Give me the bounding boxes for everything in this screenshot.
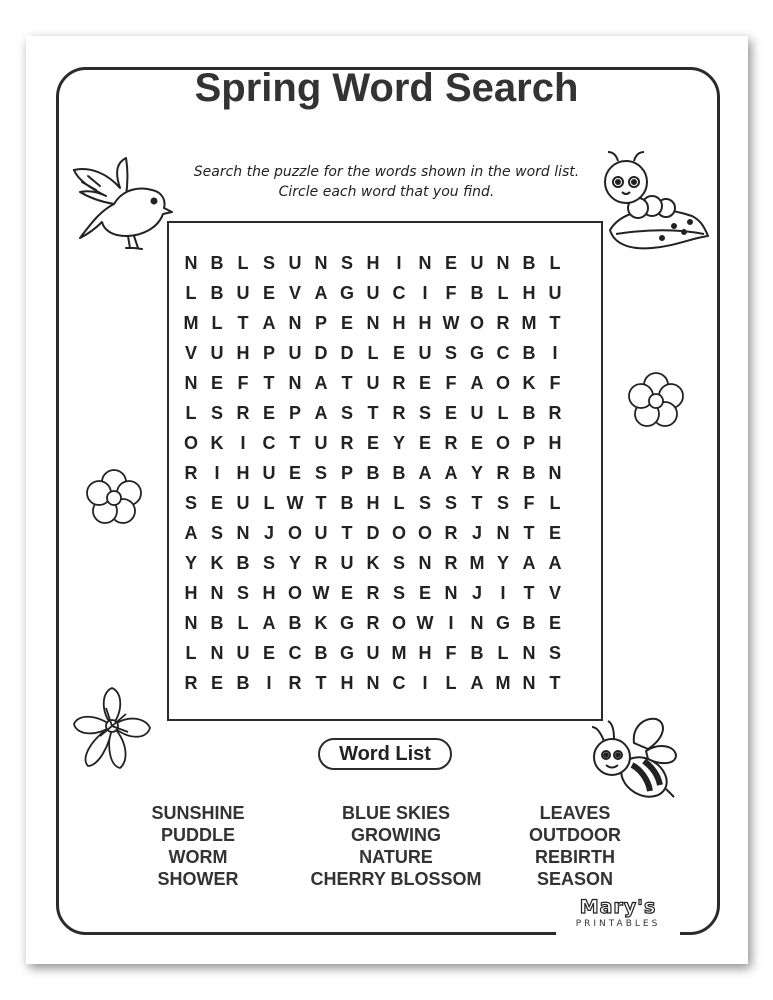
grid-letter[interactable]: U — [548, 283, 562, 303]
grid-letter[interactable]: T — [263, 373, 275, 393]
grid-letter[interactable]: T — [341, 373, 353, 393]
grid-letter[interactable]: E — [418, 583, 431, 603]
grid-letter[interactable]: P — [314, 313, 327, 333]
grid-letter[interactable]: B — [522, 403, 536, 423]
grid-letter[interactable]: O — [287, 523, 302, 543]
grid-letter[interactable]: U — [236, 643, 250, 663]
grid-letter[interactable]: S — [314, 463, 327, 483]
grid-letter[interactable]: R — [340, 433, 354, 453]
grid-letter[interactable]: A — [444, 463, 458, 483]
word-list-column-3 — [470, 802, 680, 890]
grid-letter[interactable]: B — [470, 283, 484, 303]
grid-row — [178, 428, 598, 458]
grid-letter[interactable]: T — [523, 523, 535, 543]
grid-letter[interactable]: A — [262, 313, 276, 333]
grid-letter[interactable]: H — [392, 313, 406, 333]
grid-letter[interactable]: E — [210, 493, 223, 513]
grid-letter[interactable]: I — [500, 583, 506, 603]
grid-letter[interactable]: A — [184, 523, 198, 543]
grid-letter[interactable]: S — [392, 583, 405, 603]
grid-letter[interactable]: E — [470, 433, 483, 453]
grid-row — [178, 548, 598, 578]
grid-letter[interactable]: C — [288, 643, 302, 663]
grid-letter[interactable]: T — [289, 433, 301, 453]
grid-letter[interactable]: R — [496, 463, 510, 483]
grid-letter[interactable]: G — [495, 613, 510, 633]
grid-letter[interactable]: O — [495, 373, 510, 393]
grid-letter[interactable]: F — [549, 373, 561, 393]
instructions — [160, 162, 613, 202]
grid-letter[interactable]: N — [184, 253, 198, 273]
grid-letter[interactable]: O — [391, 523, 406, 543]
grid-letter[interactable]: A — [418, 463, 432, 483]
grid-letter[interactable]: S — [444, 343, 457, 363]
word-list-item: OUTDOOR — [529, 825, 621, 845]
grid-letter[interactable]: U — [236, 283, 250, 303]
grid-letter[interactable]: G — [469, 343, 484, 363]
grid-letter[interactable]: R — [444, 553, 458, 573]
grid-letter[interactable]: E — [210, 673, 223, 693]
grid-letter[interactable]: Y — [470, 463, 483, 483]
cherry-blossom-illustration — [70, 686, 154, 772]
grid-letter[interactable]: D — [314, 343, 328, 363]
grid-letter[interactable]: H — [184, 583, 198, 603]
grid-letter[interactable]: J — [471, 583, 482, 603]
grid-letter[interactable]: B — [236, 673, 250, 693]
grid-letter[interactable]: L — [497, 643, 509, 663]
grid-letter[interactable]: R — [366, 613, 380, 633]
grid-letter[interactable]: J — [471, 523, 482, 543]
letter-grid[interactable] — [178, 248, 598, 698]
grid-letter[interactable]: R — [496, 313, 510, 333]
grid-letter[interactable]: L — [185, 403, 197, 423]
word-list-item: BLUE SKIES — [341, 803, 451, 823]
grid-letter[interactable]: H — [418, 313, 432, 333]
grid-letter[interactable]: E — [548, 523, 561, 543]
word-list-item: REBIRTH — [535, 847, 615, 867]
grid-letter[interactable]: A — [314, 403, 328, 423]
word-list-item: SUNSHINE — [151, 803, 245, 823]
grid-letter[interactable]: S — [340, 253, 353, 273]
grid-letter[interactable]: N — [470, 613, 484, 633]
grid-letter[interactable]: F — [445, 373, 457, 393]
word-list-item: SHOWER — [157, 869, 239, 889]
grid-letter[interactable]: O — [417, 523, 432, 543]
grid-letter[interactable]: S — [262, 253, 275, 273]
grid-letter[interactable]: R — [366, 583, 380, 603]
grid-letter[interactable]: O — [391, 613, 406, 633]
grid-letter[interactable]: B — [522, 463, 536, 483]
grid-letter[interactable]: P — [522, 433, 535, 453]
grid-letter[interactable]: U — [314, 433, 328, 453]
grid-letter[interactable]: L — [445, 673, 457, 693]
grid-letter[interactable]: P — [288, 403, 301, 423]
grid-letter[interactable]: A — [314, 283, 328, 303]
logo-sub-text: PRINTABLES — [575, 919, 661, 929]
grid-letter[interactable]: E — [444, 253, 457, 273]
grid-letter[interactable]: A — [262, 613, 276, 633]
grid-letter[interactable]: N — [236, 523, 250, 543]
grid-letter[interactable]: I — [240, 433, 246, 453]
grid-letter[interactable]: M — [391, 643, 407, 663]
grid-letter[interactable]: H — [236, 463, 250, 483]
grid-letter[interactable]: V — [288, 283, 301, 303]
grid-row — [178, 518, 598, 548]
grid-letter[interactable]: U — [470, 403, 484, 423]
bee-illustration — [588, 713, 680, 805]
grid-letter[interactable]: U — [470, 253, 484, 273]
grid-letter[interactable]: S — [210, 523, 223, 543]
grid-letter[interactable]: Y — [392, 433, 405, 453]
grid-letter[interactable]: Y — [288, 553, 301, 573]
grid-letter[interactable]: L — [497, 283, 509, 303]
word-list-item: PUDDLE — [160, 825, 235, 845]
grid-letter[interactable]: T — [315, 673, 327, 693]
grid-letter[interactable]: S — [210, 403, 223, 423]
grid-letter[interactable]: L — [263, 493, 275, 513]
grid-letter[interactable]: V — [184, 343, 197, 363]
instructions-line-1: Search the puzzle for the words shown in the word list. — [193, 164, 580, 180]
word-list-item: SEASON — [536, 869, 614, 889]
grid-letter[interactable]: Y — [496, 553, 509, 573]
grid-letter[interactable]: N — [184, 613, 198, 633]
grid-letter[interactable]: N — [496, 523, 510, 543]
grid-letter[interactable]: T — [315, 493, 327, 513]
grid-letter[interactable]: O — [495, 433, 510, 453]
grid-letter[interactable]: B — [392, 463, 406, 483]
grid-letter[interactable]: H — [548, 433, 562, 453]
grid-letter[interactable]: H — [262, 583, 276, 603]
flower-illustration — [84, 468, 144, 528]
grid-letter[interactable]: O — [287, 583, 302, 603]
grid-letter[interactable]: R — [392, 403, 406, 423]
grid-letter[interactable]: W — [416, 613, 434, 633]
grid-letter[interactable]: E — [444, 403, 457, 423]
grid-row — [178, 398, 598, 428]
grid-letter[interactable]: L — [497, 403, 509, 423]
grid-letter[interactable]: I — [396, 253, 402, 273]
grid-letter[interactable]: I — [552, 343, 558, 363]
grid-letter[interactable]: U — [366, 643, 380, 663]
grid-letter[interactable]: I — [214, 463, 220, 483]
grid-letter[interactable]: L — [211, 313, 223, 333]
grid-letter[interactable]: F — [445, 283, 457, 303]
grid-row — [178, 488, 598, 518]
grid-letter[interactable]: L — [549, 493, 561, 513]
grid-letter[interactable]: R — [236, 403, 250, 423]
grid-letter[interactable]: I — [448, 613, 454, 633]
grid-letter[interactable]: F — [445, 643, 457, 663]
grid-letter[interactable]: B — [522, 253, 536, 273]
grid-letter[interactable]: I — [266, 673, 272, 693]
grid-letter[interactable]: E — [418, 433, 431, 453]
grid-letter[interactable]: T — [549, 673, 561, 693]
grid-letter[interactable]: T — [367, 403, 379, 423]
caterpillar-illustration — [596, 146, 710, 254]
grid-letter[interactable]: R — [392, 373, 406, 393]
grid-letter[interactable]: H — [340, 673, 354, 693]
grid-letter[interactable]: U — [236, 493, 250, 513]
grid-letter[interactable]: T — [237, 313, 249, 333]
grid-letter[interactable]: N — [496, 253, 510, 273]
grid-letter[interactable]: G — [339, 613, 354, 633]
grid-letter[interactable]: U — [418, 343, 432, 363]
grid-letter[interactable]: E — [288, 463, 301, 483]
grid-letter[interactable]: L — [237, 253, 249, 273]
grid-letter[interactable]: G — [339, 643, 354, 663]
grid-letter[interactable]: K — [210, 433, 224, 453]
grid-letter[interactable]: A — [314, 373, 328, 393]
grid-letter[interactable]: R — [548, 403, 562, 423]
grid-letter[interactable]: S — [340, 403, 353, 423]
word-list-column-1 — [93, 802, 303, 890]
grid-letter[interactable]: E — [418, 373, 431, 393]
grid-letter[interactable]: B — [340, 493, 354, 513]
grid-letter[interactable]: W — [286, 493, 304, 513]
grid-letter[interactable]: E — [262, 403, 275, 423]
grid-letter[interactable]: N — [366, 313, 380, 333]
grid-letter[interactable]: I — [422, 673, 428, 693]
grid-letter[interactable]: R — [444, 523, 458, 543]
grid-letter[interactable]: Y — [184, 553, 197, 573]
grid-letter[interactable]: E — [366, 433, 379, 453]
grid-letter[interactable]: J — [263, 523, 274, 543]
grid-letter[interactable]: B — [288, 613, 302, 633]
grid-letter[interactable]: M — [469, 553, 485, 573]
grid-letter[interactable]: U — [314, 523, 328, 543]
grid-letter[interactable]: E — [210, 373, 223, 393]
grid-letter[interactable]: M — [183, 313, 199, 333]
grid-letter[interactable]: T — [549, 313, 561, 333]
grid-letter[interactable]: S — [548, 643, 561, 663]
grid-letter[interactable]: C — [392, 283, 406, 303]
grid-letter[interactable]: B — [236, 553, 250, 573]
grid-letter[interactable]: S — [392, 553, 405, 573]
grid-letter[interactable]: N — [366, 673, 380, 693]
grid-letter[interactable]: R — [444, 433, 458, 453]
grid-letter[interactable]: K — [210, 553, 224, 573]
grid-letter[interactable]: L — [367, 343, 379, 363]
grid-letter[interactable]: S — [444, 493, 457, 513]
flower-illustration — [626, 371, 686, 431]
grid-row — [178, 308, 598, 338]
grid-letter[interactable]: A — [522, 553, 536, 573]
grid-letter[interactable]: N — [288, 313, 302, 333]
grid-letter[interactable]: L — [237, 613, 249, 633]
grid-letter[interactable]: N — [548, 463, 562, 483]
grid-letter[interactable]: U — [340, 553, 354, 573]
grid-letter[interactable]: R — [288, 673, 302, 693]
word-list-item: WORM — [168, 847, 228, 867]
grid-letter[interactable]: L — [549, 253, 561, 273]
word-list-item: NATURE — [359, 847, 433, 867]
grid-letter[interactable]: W — [312, 583, 330, 603]
grid-letter[interactable]: S — [236, 583, 249, 603]
grid-letter[interactable]: S — [496, 493, 509, 513]
grid-letter[interactable]: N — [184, 373, 198, 393]
grid-letter[interactable]: L — [185, 283, 197, 303]
grid-letter[interactable]: F — [237, 373, 249, 393]
grid-letter[interactable]: N — [210, 583, 224, 603]
grid-letter[interactable]: U — [366, 283, 380, 303]
page-title: Spring Word Search — [194, 66, 579, 110]
grid-letter[interactable]: H — [236, 343, 250, 363]
word-list-item: LEAVES — [539, 803, 611, 823]
grid-letter[interactable]: B — [522, 343, 536, 363]
logo-main-text: Mary's — [579, 896, 657, 918]
grid-letter[interactable]: U — [262, 463, 276, 483]
word-list-item: CHERRY BLOSSOM — [310, 869, 482, 889]
grid-letter[interactable]: C — [496, 343, 510, 363]
grid-letter[interactable]: V — [548, 583, 561, 603]
grid-letter[interactable]: R — [184, 673, 198, 693]
grid-letter[interactable]: P — [340, 463, 353, 483]
grid-letter[interactable]: R — [314, 553, 328, 573]
grid-letter[interactable]: T — [523, 583, 535, 603]
grid-letter[interactable]: H — [522, 283, 536, 303]
grid-letter[interactable]: N — [522, 643, 536, 663]
grid-row — [178, 248, 598, 278]
grid-letter[interactable]: N — [418, 253, 432, 273]
grid-letter[interactable]: M — [521, 313, 537, 333]
bird-illustration — [68, 156, 176, 260]
grid-letter[interactable]: T — [471, 493, 483, 513]
grid-letter[interactable]: B — [522, 613, 536, 633]
grid-letter[interactable]: K — [366, 553, 380, 573]
grid-letter[interactable]: N — [418, 553, 432, 573]
brand-logo — [556, 896, 680, 942]
grid-row — [178, 578, 598, 608]
grid-letter[interactable]: N — [314, 253, 328, 273]
grid-letter[interactable]: W — [442, 313, 460, 333]
grid-letter[interactable]: I — [422, 283, 428, 303]
grid-letter[interactable]: U — [288, 253, 302, 273]
grid-letter[interactable]: B — [210, 613, 224, 633]
grid-letter[interactable]: E — [262, 643, 275, 663]
grid-row — [178, 608, 598, 638]
grid-letter[interactable]: E — [340, 583, 353, 603]
grid-letter[interactable]: S — [418, 493, 431, 513]
grid-letter[interactable]: P — [262, 343, 275, 363]
grid-letter[interactable]: S — [418, 403, 431, 423]
grid-row — [178, 668, 598, 698]
grid-letter[interactable]: B — [314, 643, 328, 663]
grid-letter[interactable]: S — [184, 493, 197, 513]
grid-letter[interactable]: O — [183, 433, 198, 453]
grid-letter[interactable]: B — [210, 283, 224, 303]
grid-letter[interactable]: N — [522, 673, 536, 693]
grid-row — [178, 338, 598, 368]
grid-letter[interactable]: U — [366, 373, 380, 393]
grid-letter[interactable]: A — [548, 553, 562, 573]
grid-row — [178, 458, 598, 488]
grid-letter[interactable]: L — [185, 643, 197, 663]
grid-letter[interactable]: B — [210, 253, 224, 273]
grid-letter[interactable]: A — [470, 373, 484, 393]
grid-letter[interactable]: H — [418, 643, 432, 663]
grid-letter[interactable]: U — [288, 343, 302, 363]
grid-letter[interactable]: U — [210, 343, 224, 363]
grid-letter[interactable]: M — [495, 673, 511, 693]
grid-letter[interactable]: B — [366, 463, 380, 483]
grid-letter[interactable]: T — [341, 523, 353, 543]
word-list-heading: Word List — [318, 738, 452, 770]
grid-letter[interactable]: L — [393, 493, 405, 513]
grid-letter[interactable]: E — [340, 313, 353, 333]
grid-letter[interactable]: E — [262, 283, 275, 303]
grid-letter[interactable]: C — [392, 673, 406, 693]
grid-letter[interactable]: S — [262, 553, 275, 573]
grid-letter[interactable]: K — [314, 613, 328, 633]
grid-letter[interactable]: D — [340, 343, 354, 363]
grid-row — [178, 368, 598, 398]
grid-letter[interactable]: E — [548, 613, 561, 633]
grid-row — [178, 638, 598, 668]
grid-letter[interactable]: B — [470, 643, 484, 663]
instructions-line-2: Circle each word that you find. — [278, 184, 495, 200]
grid-letter[interactable]: R — [184, 463, 198, 483]
word-list-item: GROWING — [351, 825, 441, 845]
grid-letter[interactable]: N — [210, 643, 224, 663]
grid-letter[interactable]: C — [262, 433, 276, 453]
grid-letter[interactable]: O — [469, 313, 484, 333]
grid-letter[interactable]: H — [366, 253, 380, 273]
grid-row — [178, 278, 598, 308]
grid-letter[interactable]: G — [339, 283, 354, 303]
grid-letter[interactable]: E — [392, 343, 405, 363]
grid-letter[interactable]: N — [444, 583, 458, 603]
grid-letter[interactable]: K — [522, 373, 536, 393]
grid-letter[interactable]: A — [470, 673, 484, 693]
grid-letter[interactable]: H — [366, 493, 380, 513]
grid-letter[interactable]: N — [288, 373, 302, 393]
grid-letter[interactable]: F — [523, 493, 535, 513]
grid-letter[interactable]: D — [366, 523, 380, 543]
